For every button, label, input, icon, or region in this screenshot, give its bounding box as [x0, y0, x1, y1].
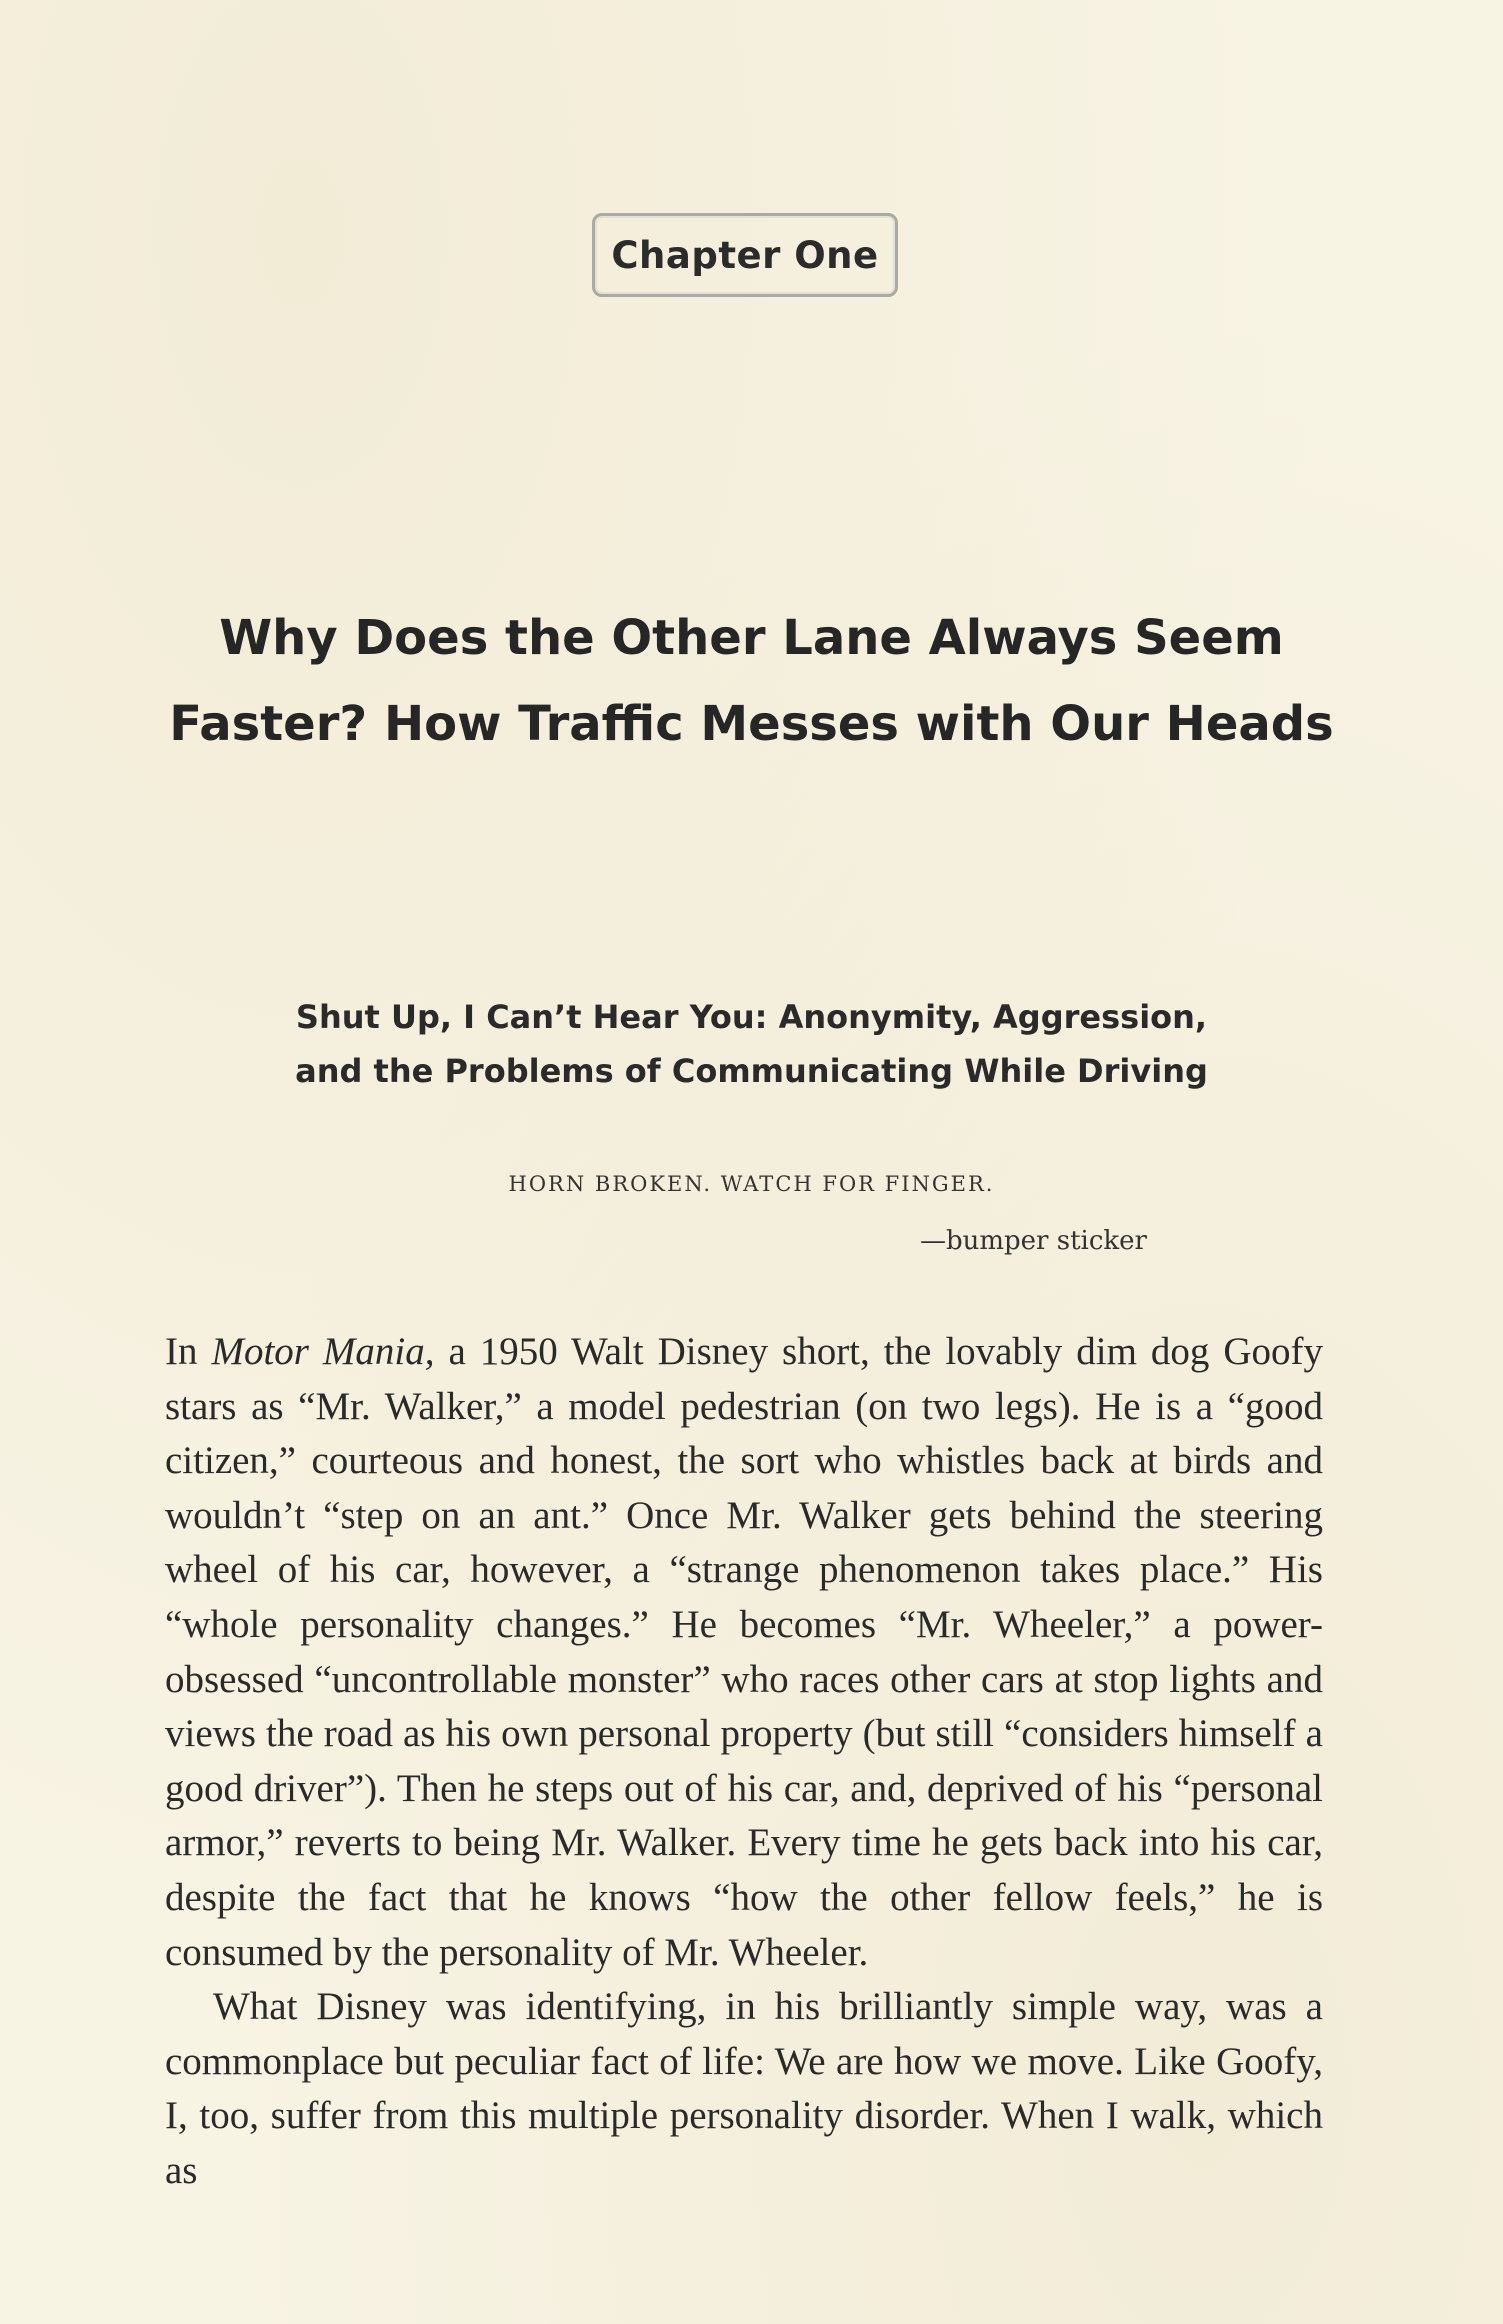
paragraph-2: What Disney was identifying, in his brilliantly simple way, was a commonplace but peculiar fact of life: We are how we move. Like Goofy, I, too, suffer from this multiple personality disorder. When I walk, which as [165, 1985, 1323, 2192]
epigraph-text: HORN BROKEN. WATCH FOR FINGER. [508, 1172, 995, 1196]
body-text [165, 1325, 1323, 2199]
section-title-line-1: Shut Up, I Can’t Hear You: Anonymity, Aggression, [295, 998, 1208, 1036]
paragraph-1-lead: In [165, 1330, 212, 1373]
section-title-line-2: and the Problems of Communicating While Driving [295, 1052, 1208, 1090]
chapter-title-line-1: Why Does the Other Lane Always Seem [219, 610, 1284, 666]
chapter-label-box [592, 213, 898, 297]
paragraph-1 [165, 1325, 1323, 1980]
film-title: Motor Mania, [211, 1330, 435, 1373]
paragraph-1-rest: a 1950 Walt Disney short, the lovably dim dog Goofy stars as “Mr. Walker,” a model pedestrian (on two legs). He is a “good citizen,” courteous and honest, the sort who whistles back at birds and wouldn’t “step on an ant.” Once Mr. Walker gets behind the steering wheel of his car, however, a “strange phenomenon takes place.” His “whole personality changes.” He becomes “Mr. Wheeler,” a power-obsessed “uncontrollable monster” who races other cars at stop lights and views the road as his own personal property (but still “considers himself a good driver”). Then he steps out of his car, and, deprived of his “personal armor,” reverts to being Mr. Walker. Every time he gets back into his car, despite the fact that he knows “how the other fellow feels,” he is consumed by the personality of Mr. Wheeler. [165, 1330, 1323, 1974]
chapter-label: Chapter One [611, 233, 879, 277]
chapter-title [120, 595, 1383, 767]
chapter-title-line-2: Faster? How Traffic Messes with Our Heads [169, 696, 1334, 752]
epigraph-source: —bumper sticker [919, 1226, 1147, 1256]
section-title [200, 990, 1303, 1098]
